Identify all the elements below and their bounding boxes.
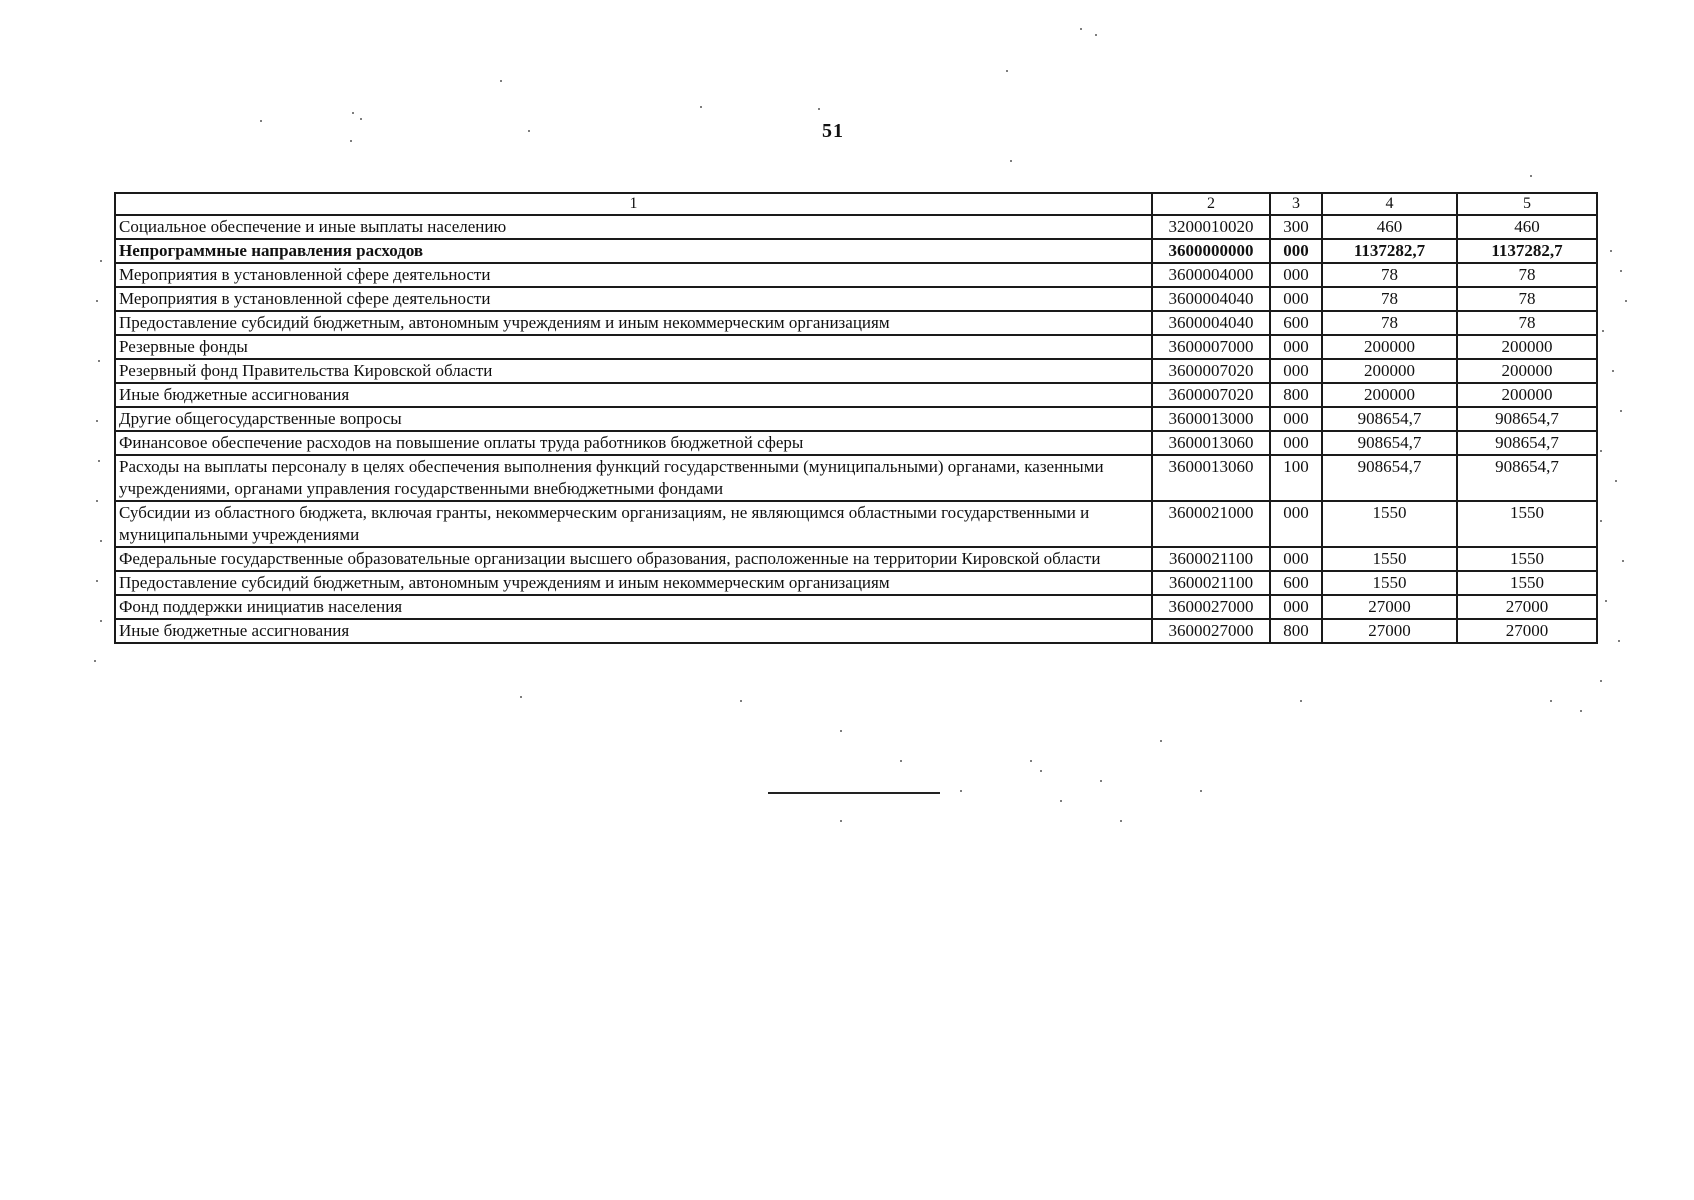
table-row — [115, 595, 1597, 619]
table-row — [115, 547, 1597, 571]
table-row — [115, 619, 1597, 643]
header-cell-3: 3 — [1270, 193, 1322, 215]
row-code-cell: 3600013060 — [1152, 455, 1270, 501]
row-value4-cell: 78 — [1322, 263, 1457, 287]
row-name-cell: Иные бюджетные ассигнования — [115, 383, 1152, 407]
row-name-cell: Фонд поддержки инициатив населения — [115, 595, 1152, 619]
row-name-cell: Социальное обеспечение и иные выплаты населению — [115, 215, 1152, 239]
table-row — [115, 215, 1597, 239]
scan-speck — [98, 360, 100, 362]
row-value5-cell: 1137282,7 — [1457, 239, 1597, 263]
row-value4-cell: 1137282,7 — [1322, 239, 1457, 263]
scan-speck — [350, 140, 352, 142]
row-value4-cell: 27000 — [1322, 619, 1457, 643]
row-name-cell: Мероприятия в установленной сфере деятельности — [115, 263, 1152, 287]
footer-divider-line — [768, 792, 940, 794]
scan-speck — [1610, 250, 1612, 252]
scan-speck — [1600, 680, 1602, 682]
row-type-cell: 000 — [1270, 547, 1322, 571]
row-code-cell: 3600007020 — [1152, 359, 1270, 383]
scan-speck — [1580, 710, 1582, 712]
row-type-cell: 000 — [1270, 239, 1322, 263]
scan-speck — [840, 820, 842, 822]
header-cell-1: 1 — [115, 193, 1152, 215]
scan-speck — [360, 118, 362, 120]
row-value5-cell: 460 — [1457, 215, 1597, 239]
scan-speck — [1612, 370, 1614, 372]
row-type-cell: 600 — [1270, 571, 1322, 595]
row-code-cell: 3600013000 — [1152, 407, 1270, 431]
scan-speck — [1620, 410, 1622, 412]
row-value4-cell: 200000 — [1322, 335, 1457, 359]
header-cell-4: 4 — [1322, 193, 1457, 215]
scan-speck — [1625, 300, 1627, 302]
scan-speck — [1200, 790, 1202, 792]
row-type-cell: 800 — [1270, 383, 1322, 407]
table-row — [115, 287, 1597, 311]
scan-speck — [96, 420, 98, 422]
table-row — [115, 239, 1597, 263]
scan-speck — [1550, 700, 1552, 702]
scan-speck — [1160, 740, 1162, 742]
row-code-cell: 3600000000 — [1152, 239, 1270, 263]
scan-speck — [96, 580, 98, 582]
scan-speck — [100, 540, 102, 542]
scan-speck — [1010, 160, 1012, 162]
row-type-cell: 000 — [1270, 263, 1322, 287]
table-row — [115, 501, 1597, 547]
row-name-cell: Непрограммные направления расходов — [115, 239, 1152, 263]
row-name-cell: Предоставление субсидий бюджетным, автономным учреждениям и иным некоммерческим организациям — [115, 571, 1152, 595]
scan-speck — [700, 106, 702, 108]
row-type-cell: 100 — [1270, 455, 1322, 501]
scan-speck — [740, 700, 742, 702]
table-row — [115, 359, 1597, 383]
scan-speck — [94, 660, 96, 662]
row-name-cell: Резервный фонд Правительства Кировской области — [115, 359, 1152, 383]
row-value4-cell: 1550 — [1322, 571, 1457, 595]
scan-speck — [1040, 770, 1042, 772]
scan-speck — [1095, 34, 1097, 36]
row-type-cell: 000 — [1270, 335, 1322, 359]
row-value4-cell: 27000 — [1322, 595, 1457, 619]
scan-speck — [100, 260, 102, 262]
row-type-cell: 000 — [1270, 407, 1322, 431]
row-name-cell: Субсидии из областного бюджета, включая гранты, некоммерческим организациям, не являющимся областными государственными и муниципальными учреждениями — [115, 501, 1152, 547]
row-value4-cell: 908654,7 — [1322, 455, 1457, 501]
row-code-cell: 3600021100 — [1152, 547, 1270, 571]
row-value5-cell: 908654,7 — [1457, 455, 1597, 501]
scan-speck — [1080, 28, 1082, 30]
row-name-cell: Федеральные государственные образовательные организации высшего образования, расположенные на территории Кировской области — [115, 547, 1152, 571]
scan-speck — [96, 300, 98, 302]
row-type-cell: 000 — [1270, 431, 1322, 455]
scan-speck — [1600, 450, 1602, 452]
row-type-cell: 300 — [1270, 215, 1322, 239]
row-value5-cell: 78 — [1457, 263, 1597, 287]
scan-speck — [528, 130, 530, 132]
row-name-cell: Резервные фонды — [115, 335, 1152, 359]
table-row — [115, 455, 1597, 501]
row-type-cell: 800 — [1270, 619, 1322, 643]
table-row — [115, 383, 1597, 407]
scan-speck — [1030, 760, 1032, 762]
scan-speck — [1618, 640, 1620, 642]
row-value5-cell: 1550 — [1457, 571, 1597, 595]
row-value4-cell: 908654,7 — [1322, 407, 1457, 431]
row-type-cell: 600 — [1270, 311, 1322, 335]
scan-speck — [1605, 600, 1607, 602]
table-row — [115, 335, 1597, 359]
row-name-cell: Финансовое обеспечение расходов на повышение оплаты труда работников бюджетной сферы — [115, 431, 1152, 455]
row-value5-cell: 908654,7 — [1457, 431, 1597, 455]
row-value4-cell: 200000 — [1322, 383, 1457, 407]
scan-speck — [260, 120, 262, 122]
scan-speck — [818, 108, 820, 110]
row-value5-cell: 78 — [1457, 311, 1597, 335]
row-value5-cell: 1550 — [1457, 547, 1597, 571]
row-type-cell: 000 — [1270, 359, 1322, 383]
header-cell-5: 5 — [1457, 193, 1597, 215]
table-header-row — [115, 193, 1597, 215]
scan-speck — [1530, 175, 1532, 177]
row-value4-cell: 908654,7 — [1322, 431, 1457, 455]
row-code-cell: 3600027000 — [1152, 619, 1270, 643]
row-value5-cell: 200000 — [1457, 359, 1597, 383]
scan-speck — [520, 696, 522, 698]
row-type-cell: 000 — [1270, 501, 1322, 547]
row-code-cell: 3600021000 — [1152, 501, 1270, 547]
row-value5-cell: 200000 — [1457, 383, 1597, 407]
table-row — [115, 571, 1597, 595]
scan-speck — [840, 730, 842, 732]
table-row — [115, 431, 1597, 455]
row-code-cell: 3600004040 — [1152, 287, 1270, 311]
scan-speck — [960, 790, 962, 792]
row-value4-cell: 78 — [1322, 311, 1457, 335]
row-value5-cell: 27000 — [1457, 619, 1597, 643]
scan-speck — [1100, 780, 1102, 782]
scan-speck — [1615, 480, 1617, 482]
scan-speck — [352, 112, 354, 114]
scan-speck — [98, 460, 100, 462]
scan-speck — [900, 760, 902, 762]
row-value4-cell: 1550 — [1322, 547, 1457, 571]
table-row — [115, 263, 1597, 287]
row-name-cell: Мероприятия в установленной сфере деятельности — [115, 287, 1152, 311]
row-value5-cell: 200000 — [1457, 335, 1597, 359]
row-code-cell: 3600004040 — [1152, 311, 1270, 335]
page-number: 51 — [822, 120, 844, 142]
row-code-cell: 3200010020 — [1152, 215, 1270, 239]
scan-speck — [1300, 700, 1302, 702]
scan-speck — [500, 80, 502, 82]
scan-speck — [1600, 520, 1602, 522]
row-value4-cell: 460 — [1322, 215, 1457, 239]
row-value4-cell: 78 — [1322, 287, 1457, 311]
scan-speck — [1602, 330, 1604, 332]
row-value5-cell: 27000 — [1457, 595, 1597, 619]
row-value5-cell: 1550 — [1457, 501, 1597, 547]
row-value4-cell: 200000 — [1322, 359, 1457, 383]
scan-speck — [1622, 560, 1624, 562]
row-code-cell: 3600027000 — [1152, 595, 1270, 619]
row-code-cell: 3600007000 — [1152, 335, 1270, 359]
row-name-cell: Предоставление субсидий бюджетным, автономным учреждениям и иным некоммерческим организациям — [115, 311, 1152, 335]
scan-speck — [1120, 820, 1122, 822]
header-cell-2: 2 — [1152, 193, 1270, 215]
scan-speck — [1620, 270, 1622, 272]
row-type-cell: 000 — [1270, 287, 1322, 311]
scan-speck — [1006, 70, 1008, 72]
row-value5-cell: 908654,7 — [1457, 407, 1597, 431]
row-code-cell: 3600013060 — [1152, 431, 1270, 455]
scan-speck — [100, 620, 102, 622]
row-value4-cell: 1550 — [1322, 501, 1457, 547]
row-code-cell: 3600007020 — [1152, 383, 1270, 407]
row-name-cell: Другие общегосударственные вопросы — [115, 407, 1152, 431]
row-code-cell: 3600004000 — [1152, 263, 1270, 287]
scan-speck — [96, 500, 98, 502]
scan-speck — [1060, 800, 1062, 802]
row-value5-cell: 78 — [1457, 287, 1597, 311]
table-row — [115, 311, 1597, 335]
row-code-cell: 3600021100 — [1152, 571, 1270, 595]
budget-table — [114, 192, 1598, 644]
table-row — [115, 407, 1597, 431]
row-type-cell: 000 — [1270, 595, 1322, 619]
row-name-cell: Расходы на выплаты персоналу в целях обеспечения выполнения функций государственными (муниципальными) органами, казенными учреждениями, органами управления государственными внебюджетными фондами — [115, 455, 1152, 501]
row-name-cell: Иные бюджетные ассигнования — [115, 619, 1152, 643]
